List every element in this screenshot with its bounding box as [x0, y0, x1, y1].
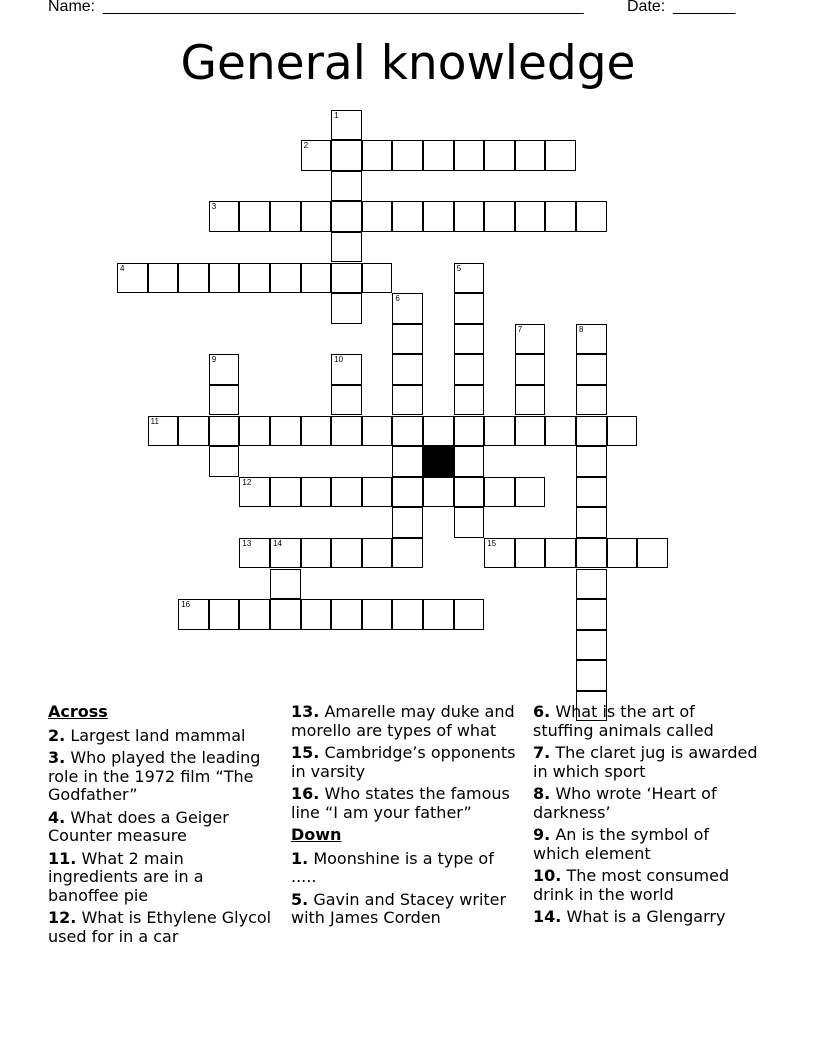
grid-cell[interactable] — [239, 538, 270, 569]
clue-item — [533, 744, 758, 781]
grid-cell[interactable] — [209, 385, 240, 416]
clue-number: 4 — [120, 263, 125, 273]
grid-cell[interactable] — [209, 446, 240, 477]
grid-cell[interactable] — [576, 416, 607, 447]
grid-cell[interactable] — [515, 140, 546, 171]
clue-item-number: 13. — [291, 702, 320, 721]
grid-cell[interactable] — [331, 171, 362, 202]
grid-cell[interactable] — [178, 599, 209, 630]
grid-cell[interactable] — [454, 354, 485, 385]
grid-cell[interactable] — [576, 660, 607, 691]
clue-item — [48, 809, 273, 846]
clue-item-number: 2. — [48, 725, 66, 745]
grid-cell[interactable] — [423, 477, 454, 508]
grid-cell[interactable] — [576, 477, 607, 508]
clue-number: 1 — [334, 110, 339, 120]
grid-cell[interactable] — [423, 416, 454, 447]
grid-cell[interactable] — [392, 538, 423, 569]
grid-cell[interactable] — [454, 416, 485, 447]
clue-item-text: The most consumed drink in the world — [533, 866, 730, 904]
grid-cell[interactable] — [392, 201, 423, 232]
clue-number: 13 — [242, 538, 252, 548]
clue-item — [48, 727, 273, 746]
clue-item — [48, 850, 273, 906]
grid-cell[interactable] — [362, 201, 393, 232]
grid-cell[interactable] — [454, 324, 485, 355]
grid-cell[interactable] — [331, 293, 362, 324]
grid-cell[interactable] — [576, 354, 607, 385]
grid-cell[interactable] — [239, 201, 270, 232]
grid-cell[interactable] — [545, 416, 576, 447]
grid-cell[interactable] — [637, 538, 668, 569]
grid-cell[interactable] — [423, 599, 454, 630]
grid-cell[interactable] — [362, 538, 393, 569]
clue-item — [533, 867, 758, 904]
clue-number: 14 — [273, 538, 282, 548]
clue-item-text: What is Ethylene Glycol used for in a car — [48, 908, 272, 946]
grid-cell[interactable] — [576, 599, 607, 630]
clue-item-text: The claret jug is awarded in which sport — [533, 743, 758, 781]
clue-item — [533, 785, 758, 822]
clue-number: 11 — [150, 416, 159, 426]
grid-cell[interactable] — [515, 354, 546, 385]
clue-item-text: Who states the famous line “I am your father” — [291, 784, 510, 822]
grid-cell[interactable] — [362, 263, 393, 294]
grid-cell[interactable] — [270, 538, 301, 569]
grid-cell[interactable] — [515, 385, 546, 416]
grid-cell[interactable] — [239, 477, 270, 508]
grid-cell[interactable] — [545, 140, 576, 171]
grid-cell[interactable] — [454, 446, 485, 477]
grid-cell[interactable] — [484, 477, 515, 508]
grid-cell[interactable] — [454, 263, 485, 294]
grid-cell[interactable] — [576, 446, 607, 477]
grid-cell[interactable] — [423, 140, 454, 171]
clue-number: 16 — [181, 600, 191, 610]
page-title: General knowledge — [180, 36, 636, 91]
grid-cell[interactable] — [392, 293, 423, 324]
grid-cell[interactable] — [454, 599, 485, 630]
grid-cell[interactable] — [362, 599, 393, 630]
clue-item-number: 10. — [533, 866, 562, 885]
clue-item — [291, 785, 516, 822]
date-field[interactable]: _______ — [673, 0, 736, 15]
grid-cell[interactable] — [301, 416, 332, 447]
clue-item-number: 9. — [533, 825, 551, 844]
grid-cell[interactable] — [331, 599, 362, 630]
clue-item-text: What 2 main ingredients are in a banoffee pie — [48, 848, 204, 905]
grid-cell[interactable] — [454, 385, 485, 416]
clue-number: 3 — [211, 202, 217, 212]
grid-cell[interactable] — [270, 599, 301, 630]
grid-cell[interactable] — [209, 599, 240, 630]
grid-cell[interactable] — [239, 599, 270, 630]
clue-item — [291, 703, 516, 740]
grid-cell[interactable] — [484, 416, 515, 447]
clue-item-number: 15. — [291, 743, 320, 762]
grid-cell[interactable] — [331, 232, 362, 263]
grid-cell[interactable] — [484, 201, 515, 232]
grid-cell[interactable] — [454, 140, 485, 171]
clue-number: 9 — [211, 355, 217, 365]
grid-cell[interactable] — [331, 140, 362, 171]
clue-item-text: An is the symbol of which element — [533, 825, 709, 863]
grid-cell[interactable] — [515, 324, 546, 355]
grid-cell[interactable] — [607, 416, 638, 447]
grid-cell[interactable] — [331, 385, 362, 416]
clue-item-number: 12. — [48, 908, 77, 927]
grid-cell[interactable] — [392, 507, 423, 538]
clue-number: 5 — [456, 263, 462, 273]
grid-cell[interactable] — [392, 385, 423, 416]
grid-cell[interactable] — [178, 416, 209, 447]
grid-cell[interactable] — [209, 201, 240, 232]
clue-item-text: Who wrote ‘Heart of darkness’ — [533, 784, 717, 822]
grid-cell[interactable] — [392, 477, 423, 508]
grid-cell[interactable] — [270, 416, 301, 447]
clue-item-number: 6. — [533, 702, 551, 721]
grid-cell[interactable] — [515, 538, 546, 569]
clue-item-text: Cambridge’s opponents in varsity — [291, 743, 516, 781]
grid-cell[interactable] — [392, 599, 423, 630]
clue-number: 10 — [334, 355, 344, 365]
grid-cell[interactable] — [331, 354, 362, 385]
clue-item-number: 11. — [48, 848, 77, 868]
grid-cell[interactable] — [301, 599, 332, 630]
grid-cell[interactable] — [362, 416, 393, 447]
grid-cell[interactable] — [362, 140, 393, 171]
grid-cell[interactable] — [331, 477, 362, 508]
clue-number: 8 — [579, 324, 584, 334]
clue-item-number: 16. — [291, 784, 320, 803]
clue-item-text: Moonshine is a type of ..... — [291, 848, 494, 886]
clue-column-2 — [291, 703, 516, 932]
grid-cell[interactable] — [239, 263, 270, 294]
clue-item — [533, 703, 758, 740]
grid-cell[interactable] — [117, 263, 148, 294]
clue-number: 15 — [487, 538, 497, 548]
grid-cell[interactable] — [392, 324, 423, 355]
grid-cell[interactable] — [209, 263, 240, 294]
grid-cell[interactable] — [576, 324, 607, 355]
clue-item — [291, 891, 516, 928]
grid-cell[interactable] — [392, 140, 423, 171]
grid-cell[interactable] — [301, 263, 332, 294]
across-heading: Across — [48, 702, 108, 721]
clue-item-text: Amarelle may duke and morello are types of what — [291, 702, 515, 740]
clue-column-1 — [48, 703, 273, 950]
clue-item-number: 14. — [533, 907, 562, 926]
grid-cell[interactable] — [270, 263, 301, 294]
clue-column-3 — [533, 703, 758, 931]
grid-cell[interactable] — [454, 293, 485, 324]
grid-cell[interactable] — [545, 538, 576, 569]
grid-cell[interactable] — [301, 140, 332, 171]
grid-cell[interactable] — [484, 140, 515, 171]
clue-item-number: 1. — [291, 848, 309, 868]
grid-cell[interactable] — [362, 477, 393, 508]
grid-cell[interactable] — [209, 354, 240, 385]
grid-cell[interactable] — [515, 416, 546, 447]
clue-item-text: What does a Geiger Counter measure — [48, 807, 229, 845]
grid-cell[interactable] — [392, 354, 423, 385]
clue-item-number: 3. — [48, 748, 66, 767]
grid-cell[interactable] — [270, 569, 301, 600]
grid-cell[interactable] — [209, 416, 240, 447]
grid-cell[interactable] — [576, 385, 607, 416]
grid-cell[interactable] — [576, 507, 607, 538]
grid-cell[interactable] — [239, 416, 270, 447]
clue-number: 2 — [303, 141, 309, 151]
grid-cell[interactable] — [454, 507, 485, 538]
grid-cell[interactable] — [331, 201, 362, 232]
clue-item-text: What is a Glengarry — [566, 907, 726, 926]
clue-item-text: What is the art of stuffing animals called — [533, 702, 714, 740]
clue-item — [533, 908, 758, 927]
grid-cell[interactable] — [454, 201, 485, 232]
clue-item-text: Who played the leading role in the 1972 film “The Godfather” — [48, 748, 261, 804]
clue-item-number: 5. — [291, 889, 309, 909]
grid-cell[interactable] — [392, 416, 423, 447]
grid-cell[interactable] — [576, 201, 607, 232]
clue-item — [291, 744, 516, 781]
clue-item-text: Largest land mammal — [70, 725, 246, 745]
clue-item — [48, 749, 273, 805]
grid-cell[interactable] — [301, 201, 332, 232]
clue-item-text: Gavin and Stacey writer with James Corden — [291, 889, 507, 927]
clue-number: 12 — [242, 477, 252, 487]
grid-cell[interactable] — [545, 201, 576, 232]
name-label: Name: — [48, 0, 96, 15]
clue-item — [533, 826, 758, 863]
grid-cell[interactable] — [576, 569, 607, 600]
clue-item-number: 8. — [533, 784, 551, 803]
date-label: Date: — [627, 0, 666, 15]
clue-item — [48, 909, 273, 946]
grid-cell[interactable] — [423, 201, 454, 232]
clue-item-number: 4. — [48, 807, 66, 827]
grid-cell[interactable] — [331, 263, 362, 294]
grid-cell[interactable] — [148, 416, 179, 447]
grid-cell[interactable] — [331, 538, 362, 569]
grid-cell[interactable] — [301, 538, 332, 569]
grid-cell[interactable] — [148, 263, 179, 294]
clue-number: 7 — [517, 324, 523, 334]
grid-cell[interactable] — [515, 477, 546, 508]
grid-cell[interactable] — [178, 263, 209, 294]
grid-cell[interactable] — [484, 538, 515, 569]
grid-cell[interactable] — [331, 416, 362, 447]
grid-cell[interactable] — [270, 201, 301, 232]
grid-cell[interactable] — [301, 477, 332, 508]
name-field[interactable]: ______________________________________________________ — [103, 0, 584, 15]
down-heading: Down — [291, 825, 342, 844]
grid-cell[interactable] — [454, 477, 485, 508]
grid-cell[interactable] — [576, 630, 607, 661]
grid-cell[interactable] — [392, 446, 423, 477]
clue-item-number: 7. — [533, 743, 551, 762]
clue-item — [291, 850, 516, 887]
grid-cell[interactable] — [607, 538, 638, 569]
grid-cell[interactable] — [515, 201, 546, 232]
grid-cell[interactable] — [331, 110, 362, 141]
grid-cell[interactable] — [270, 477, 301, 508]
black-square — [423, 446, 454, 477]
clue-number: 6 — [395, 294, 400, 304]
grid-cell[interactable] — [576, 538, 607, 569]
